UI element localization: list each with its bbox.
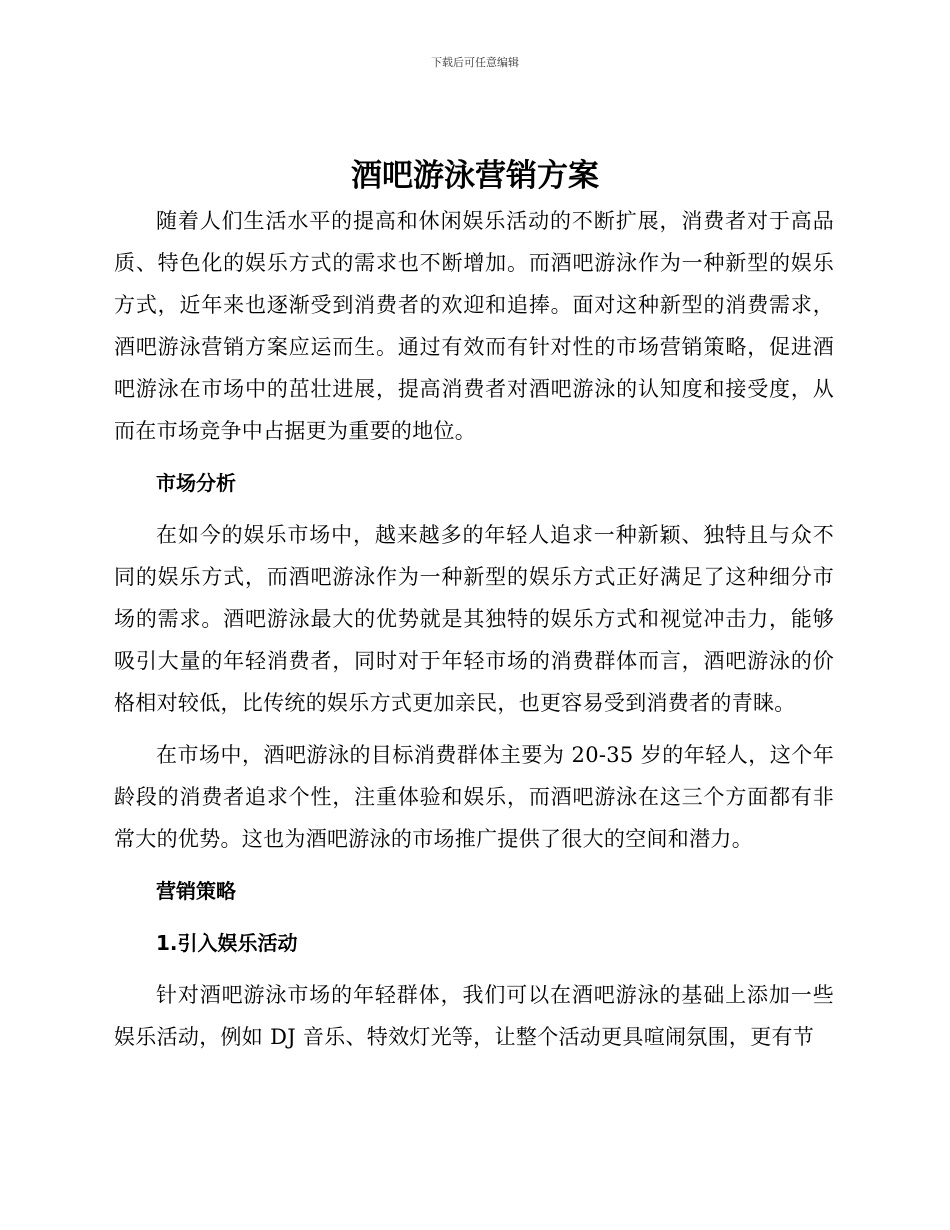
document-title: 酒吧游泳营销方案 <box>351 158 599 194</box>
header-note: 下载后可任意编辑 <box>431 56 519 69</box>
strategy-subheading-1: 1.引入娱乐活动 <box>156 931 298 955</box>
market-analysis-heading: 市场分析 <box>156 471 236 495</box>
intro-paragraph: 随着人们生活水平的提高和休闲娱乐活动的不断扩展，消费者对于高品质、特色化的娱乐方式的需求也不断增加。而酒吧游泳作为一种新型的娱乐方式，近年来也逐渐受到消费者的欢迎和追捧。面对这种新型的消费需求，酒吧游泳营销方案应运而生。通过有效而有针对性的市场营销策略，促进酒吧游泳在市场中的茁壮进展，提高消费者对酒吧游泳的认知度和接受度，从而在市场竞争中占据更为重要的地位。 <box>114 209 834 443</box>
document-body <box>114 200 834 1068</box>
market-paragraph-2: 在市场中，酒吧游泳的目标消费群体主要为 20-35 岁的年轻人，这个年龄段的消费者追求个性，注重体验和娱乐，而酒吧游泳在这三个方面都有非常大的优势。这也为酒吧游泳的市场推广提供了很大的空间和潜力。 <box>114 743 834 851</box>
marketing-strategy-heading: 营销策略 <box>156 879 236 903</box>
strategy-paragraph-1: 针对酒吧游泳市场的年轻群体，我们可以在酒吧游泳的基础上添加一些娱乐活动，例如 DJ 音乐、特效灯光等，让整个活动更具喧闹氛围，更有节 <box>114 983 834 1049</box>
market-paragraph-1: 在如今的娱乐市场中，越来越多的年轻人追求一种新颖、独特且与众不同的娱乐方式，而酒吧游泳作为一种新型的娱乐方式正好满足了这种细分市场的需求。酒吧游泳最大的优势就是其独特的娱乐方式和视觉冲击力，能够吸引大量的年轻消费者，同时对于年轻市场的消费群体而言，酒吧游泳的价格相对较低，比传统的娱乐方式更加亲民，也更容易受到消费者的青睐。 <box>114 523 834 715</box>
